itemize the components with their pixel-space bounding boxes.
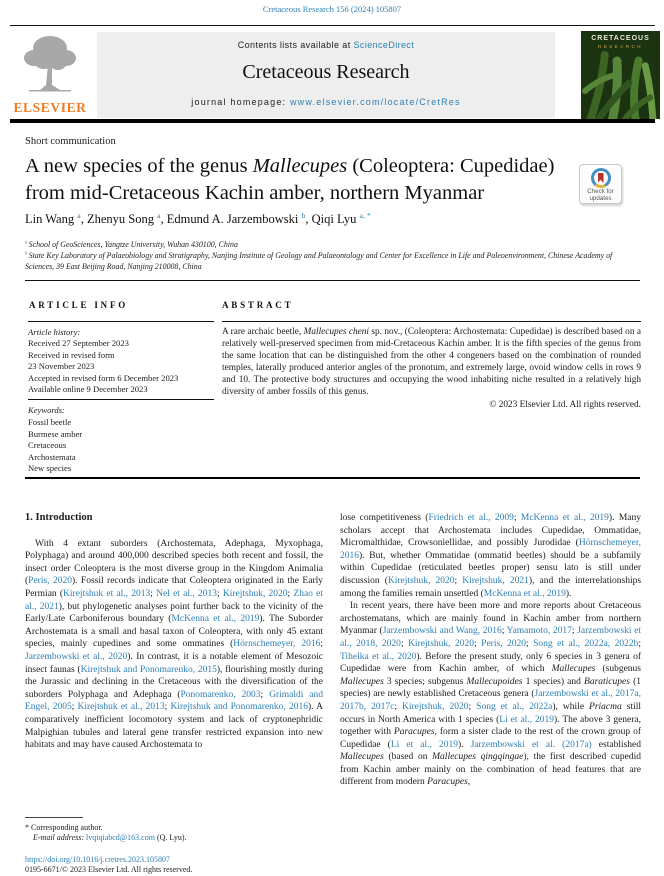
citation-link[interactable]: Yamamoto, 2017 xyxy=(506,626,572,637)
author-list: Lin Wang $^a$, Zhenyu Song $^a$, Edmund A. Jarzembowski $^b$, Qiqi Lyu $^{a, *}$ xyxy=(25,210,371,226)
cover-title-line2: RESEARCH xyxy=(597,44,643,49)
citation-link[interactable]: Kirejtshuk, 2020 xyxy=(222,588,288,599)
divider-rule xyxy=(25,280,640,281)
citation-link[interactable]: lvqiqiabcd@163.com xyxy=(84,833,155,842)
sciencedirect-link[interactable]: ScienceDirect xyxy=(353,40,415,50)
affiliation-a: $^a$ School of GeoSciences, Yangtze University, Wuhan 430100, China xyxy=(25,240,238,249)
history-line: Received 27 September 2023 xyxy=(28,338,129,348)
citation-link[interactable]: Friedrich et al., 2009 xyxy=(428,513,514,523)
contents-line xyxy=(97,40,555,50)
article-info-heading: ARTICLE INFO xyxy=(29,300,129,310)
history-line: 23 November 2023 xyxy=(28,361,95,371)
article-history-label: Article history: xyxy=(28,327,81,337)
citation-link[interactable]: Kirejtshuk et al., 2013 xyxy=(63,588,151,599)
citation-link[interactable]: Ponomarenko, 2003 xyxy=(180,689,261,700)
homepage-url-link[interactable]: www.elsevier.com/locate/CretRes xyxy=(289,97,461,107)
article-title: A new species of the genus Mallecupes (Coleoptera: Cupedidae) from mid-Cretaceous Kachin amber, northern Myanmar xyxy=(25,155,555,204)
citation-link[interactable]: Kirejtshuk et al., 2013 xyxy=(77,702,165,713)
cover-title-line1: CRETACEOUS xyxy=(591,35,650,42)
body-paragraph: With 4 extant suborders (Archostemata, Adephaga, Myxophaga, Polyphaga) and around 400,000 described species both recent and fossil, the insect order Coleoptera is the most diverse group in the Kingdom Animalia (Peris, 2020). Fossil records indicate that Coleoptera originated in the Early Permian (Kirejtshuk et al., 2013; Nel et al., 2013; Kirejtshuk, 2020; Zhao et al., 2021), but phylogenetic analyses point further back to the vicinity of the Early/Late Carboniferous boundary (McKenna et al., 2019). The Suborder Archostemata is a small and basal taxon of Coleoptera, with only 45 extant species, mainly cupedines and some ommatines (Hörnschemeyer, 2016; Jarzembowski et al., 2020). In contrast, it is a notable element of Mesozoic insect faunas (Kirejtshuk and Ponomarenko, 2015), flourishing mostly during the Jurassic and declining in the Cretaceous with the diversification of the suborders Polyphaga and Adephaga (Ponomarenko, 2003; Grimaldi and Engel, 2005; Kirejtshuk et al., 2013; Kirejtshuk and Ponomarenko, 2016). A comparatively inefficient locomotory system and lack of cryptonephridic Malpighian tubules and lateral gene transfer restricted expansion into new habitats and may have caused Archostemata to xyxy=(25,538,324,751)
article-type-label: Short communication xyxy=(25,136,116,147)
body-column-right xyxy=(340,512,641,789)
keyword: New species xyxy=(28,463,72,474)
citation-link[interactable]: McKenna et al., 2019 xyxy=(483,588,566,599)
citation-link[interactable]: Kirejtshuk, 2021 xyxy=(462,575,529,586)
body-paragraph: lose competitiveness (Friedrich et al., 2009; McKenna et al., 2019). Many scholars accept that Archostemata includes Cupedidae, Ommatidae, Micromalthidae, Crowsoniellidae, and possibly Jurodidae (Hörnschemeyer, 2016). But, whether Ommatidae (ommatid beetles) should be a subfamily within Cupedidae (reticulated beetles proper) sensu lato is still under discussion (Kirejtshuk, 2020; Kirejtshuk, 2021), and the interrelationships among the families remain unsettled (McKenna et al., 2019). xyxy=(340,513,642,599)
citation-link[interactable]: Jarzembowski et al., 2017a, 2017b, 2017c xyxy=(340,689,641,712)
header-thick-bar xyxy=(10,119,655,123)
check-for-updates-label: Check for updates xyxy=(587,188,614,202)
history-line: Received in revised form xyxy=(28,349,115,360)
citation-link[interactable]: Kirejtshuk and Ponomarenko, 2016 xyxy=(170,702,308,713)
keywords-label: Keywords: xyxy=(28,405,65,415)
citation-link[interactable]: Nel et al., 2013 xyxy=(156,588,217,599)
body-paragraph: In recent years, there have been more and more reports about Cretaceous archostematans, which are mainly found in Kachin amber from northern Myanmar (Jarzembowski and Wang, 2016; Yamamoto, 2017; Jarzembowski et al., 2018, 2020; Kirejtshuk, 2020; Peris, 2020; Song et al., 2022a, 2022b; Tihelka et al., 2020). Before the present study, only 6 species in 3 genera of Cupedidae were from Kachin amber, of which Mallecupes (subgenus Mallecupes 3 species; subgenus Mallecupoides 1 species) and Baraticupes (1 species) are newly established Cretaceous genera (Jarzembowski et al., 2017a, 2017b, 2017c; Kirejtshuk, 2020; Song et al., 2022a), while Priacma still occurs in North America with 1 species (Li et al., 2019). The above 3 genera, together with Paracupes, form a sister clade to the rest of the crown group of Cupedidae (Li et al., 2019). Jarzembowski et al. (2017a) established Mallecupes (based on Mallecupes qingqingae), the first described cupedid from Kachin amber mainly on the combination of head features that are different from modern Paracupes, xyxy=(340,601,642,788)
body-column-left xyxy=(25,512,323,752)
citation-link[interactable]: Jarzembowski et al. (2017a) xyxy=(470,739,592,750)
citation-link[interactable]: Song et al., 2022a, 2022b xyxy=(533,638,639,649)
header-rule xyxy=(10,25,655,26)
abstract-heading: ABSTRACT xyxy=(222,300,294,310)
intro-right-paragraphs xyxy=(340,512,641,789)
citation-link[interactable]: Li et al., 2019 xyxy=(499,714,555,725)
corresponding-author-note: * Corresponding author. xyxy=(25,823,103,832)
citation-link[interactable]: Jarzembowski and Wang, 2016 xyxy=(382,626,502,637)
article-history-list xyxy=(28,338,218,396)
citation-link[interactable]: Peris, 2020 xyxy=(481,638,527,649)
copyright-line: © 2023 Elsevier Ltd. All rights reserved. xyxy=(489,400,641,410)
citation-link[interactable]: Grimaldi and Engel, 2005 xyxy=(25,689,324,713)
abstract-text xyxy=(222,326,641,411)
section-divider-rule xyxy=(25,477,640,479)
elsevier-logo[interactable] xyxy=(6,33,94,117)
crossmark-icon xyxy=(591,168,611,188)
email-line: E-mail address: lvqiqiabcd@163.com (Q. Lyu). xyxy=(33,833,187,842)
citation-link[interactable]: Jarzembowski et al., 2018, 2020 xyxy=(340,626,641,649)
footnote-rule xyxy=(25,817,83,818)
doi-link[interactable]: https://doi.org/10.1016/j.cretres.2023.105807 xyxy=(25,855,170,864)
citation-link[interactable]: Li et al., 2019 xyxy=(390,739,458,750)
affiliation-b: $^b$ State Key Laboratory of Palaeobiology and Stratigraphy, Nanjing Institute of Geology and Palaeontology and Center for Excellence in Life and Paleoenvironment, Chinese Academy of Sciences, 39 East Beijing Road, Nanjing 210008, China xyxy=(25,251,613,271)
abstract-paragraph: A rare archaic beetle, Mallecupes cheni sp. nov., (Coleoptera: Archostemata: Cupedidae) is described based on a relatively well-preserved specimen from mid-Cretaceous Kachin amber. It is the fifth species of the genus from the same location that can be distinguished from the other 4 congeners based on the combination of rounded temples, laterally produced anterior angles of the pronotum, and extremely large, ovoid window cells in rows 9 and 10. The protective body structures and occupying the wood inhabiting niche resulted in a relatively high diversity of amber fossils of this genus. xyxy=(222,327,641,397)
issn-copyright-line: 0195-6671/© 2023 Elsevier Ltd. All rights reserved. xyxy=(25,865,193,874)
citation-link[interactable]: Tihelka et al., 2020 xyxy=(340,651,417,662)
citation-link[interactable]: McKenna et al., 2019 xyxy=(520,513,609,523)
citation-link[interactable]: Kirejtshuk, 2020 xyxy=(387,575,455,586)
keyword: Archostemata xyxy=(28,451,76,462)
homepage-line xyxy=(97,97,555,107)
history-line: Accepted in revised form 6 December 2023 xyxy=(28,372,179,383)
citation-link[interactable]: Kirejtshuk, 2020 xyxy=(408,638,475,649)
intro-left-paragraphs xyxy=(25,538,323,752)
keywords-list xyxy=(28,417,218,475)
citation-link[interactable]: Kirejtshuk and Ponomarenko, 2015 xyxy=(80,664,217,675)
citation-link[interactable]: Song et al., 2022a xyxy=(476,701,553,712)
journal-banner xyxy=(97,32,555,118)
abstract-rule-top xyxy=(222,321,641,322)
citation-link[interactable]: Hörnschemeyer, 2016 xyxy=(340,538,641,561)
elsevier-wordmark: ELSEVIER xyxy=(13,100,87,115)
elsevier-tree-icon xyxy=(17,33,83,97)
citation-link[interactable]: Jarzembowski et al., 2020 xyxy=(25,651,128,662)
article-info-rule-mid xyxy=(28,399,214,400)
citation-link[interactable]: Zhao et al., 2021 xyxy=(25,588,323,612)
check-for-updates-badge[interactable] xyxy=(579,164,622,204)
section-heading-introduction: 1. Introduction xyxy=(25,512,93,523)
keyword: Burmese amber xyxy=(28,428,83,439)
homepage-prefix: journal homepage: xyxy=(191,97,290,107)
citation-link[interactable]: Peris, 2020 xyxy=(28,576,72,587)
journal-cover-thumbnail[interactable] xyxy=(581,31,660,119)
keyword: Fossil beetle xyxy=(28,417,72,427)
article-info-rule-top xyxy=(28,321,214,322)
journal-title: Cretaceous Research xyxy=(242,61,410,83)
contents-prefix: Contents lists available at xyxy=(237,40,354,50)
history-line: Available online 9 December 2023 xyxy=(28,384,148,394)
citation-link[interactable]: Hörnschemeyer, 2016 xyxy=(233,639,321,650)
citation-header-link[interactable]: Cretaceous Research 156 (2024) 105807 xyxy=(262,4,402,14)
citation-link[interactable]: McKenna et al., 2019 xyxy=(171,614,260,625)
affiliations xyxy=(25,239,637,272)
keyword: Cretaceous xyxy=(28,440,67,451)
citation-link[interactable]: Kirejtshuk, 2020 xyxy=(402,701,469,712)
